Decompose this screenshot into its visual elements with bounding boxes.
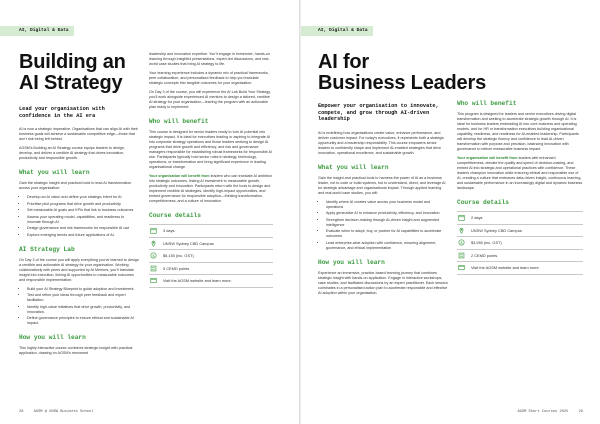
- category-tag: AI, Digital & Data: [0, 26, 74, 36]
- list-item: • Apply generative AI to enhance productivity, efficiency, and innovation: [326, 211, 448, 216]
- footer-text: AGSM Short Courses 2025: [517, 410, 569, 414]
- how-paragraph: Experience an immersive, practice-based learning journey that combines strategic insight with hands-on application. Engage in interactive workshops, case studies, and facilitated discussions by an expert practitioner. Each session culminates in a personalised action plan to accelerate responsible and effective AI adoption within your organisation.: [318, 270, 448, 295]
- calendar-icon: [149, 226, 158, 235]
- learn-heading: What you will learn: [318, 163, 389, 171]
- page-title: [19, 52, 126, 94]
- learn-list: [19, 195, 139, 238]
- course-details: [149, 224, 273, 288]
- title-line-2: Business Leaders: [318, 72, 486, 94]
- lab-heading: AI Strategy Lab: [19, 245, 75, 253]
- list-item: • Develop an AI vision and define your strategic intent for AI: [27, 195, 139, 200]
- detail-text: UNSW Sydney CBD Campus: [163, 240, 214, 246]
- location-icon: [457, 226, 466, 235]
- lead-text: Lead your organisation with confidence in the AI era: [19, 106, 105, 119]
- left-column-1: [19, 106, 139, 360]
- lab-list: [19, 287, 139, 327]
- right-page: [301, 0, 600, 424]
- benefit-paragraph-1: This program is designed for leaders and senior executives driving digital transformation and seeking to accelerate strategic growth through AI. It is ideal for business leaders embedding AI into core business and operating models, and for HR or transformation executives building organisational capability, readiness, and readiness for AI-enabled leadership. Participants will develop the strategic fluency and confidence to lead AI-driven transformation with purpose and precision, balancing innovation with governance to deliver measurable business impact.: [457, 112, 579, 151]
- detail-text: 5 CEMD points: [163, 265, 190, 271]
- title-line-1: Building an: [19, 51, 126, 73]
- detail-link[interactable]: Visit the AGSM website and learn more.: [163, 278, 232, 284]
- list-item: • Design governance and risk frameworks for responsible AI use: [27, 226, 139, 231]
- how-paragraph: This highly interactive course combines strategic insight with practical application, drawing on AGSM's renowned: [19, 346, 133, 356]
- right-column-1: [318, 103, 448, 300]
- list-item: • Lead enterprise-wide adoption with confidence, ensuring alignment, governance, and ethical implementation: [326, 241, 448, 251]
- credits-icon: [149, 264, 158, 273]
- left-column-2: [149, 52, 273, 288]
- detail-row-credits: [149, 262, 273, 275]
- lead-text: Empower your organisation to innovate, compete, and grow through AI-driven leadership: [318, 103, 439, 123]
- detail-row-location: [457, 224, 583, 237]
- detail-row-duration: [457, 211, 583, 224]
- detail-row-duration: [149, 224, 273, 237]
- course-details: [457, 211, 583, 275]
- benefit-highlight: Your organisation will benefit from: [457, 156, 518, 160]
- page-number: 28: [19, 410, 24, 414]
- footer-right: [517, 410, 583, 414]
- detail-row-location: [149, 237, 273, 250]
- detail-text: $3,950 (inc. GST): [471, 240, 502, 246]
- col2-paragraph-3: On Day 3 of the course, you will experience the AI Lab Build Your Strategy, you'll work alongside experienced AI mentors to design a tailored, credible AI strategy for your organisation—leaving the program with an actionable plan ready to implement.: [149, 90, 271, 109]
- right-column-2: [457, 100, 583, 275]
- lab-paragraph: On Day 3 of the course you will apply everything you've learned to design a credible and actionable AI strategy for your organisation. Working collaboratively with peers and supported by AI Mentors, you'll translate insight into execution, linking AI opportunities to measurable outcomes and responsible implementation:: [19, 257, 139, 282]
- list-item: • Evaluate when to adopt, buy, or partner for AI capabilities to accelerate outcomes: [326, 229, 448, 239]
- list-item: • Define governance principles to ensure ethical and sustainable AI impact.: [27, 316, 139, 326]
- benefit-heading: Who will benefit: [149, 118, 209, 125]
- location-icon: [149, 239, 158, 248]
- list-item: • Set measurable AI goals and KPIs that link to business outcomes: [27, 208, 139, 213]
- svg-text:$: $: [152, 254, 155, 259]
- how-heading: How you will learn: [19, 334, 86, 342]
- detail-link[interactable]: Visit the AGSM website and learn more.: [471, 265, 540, 271]
- benefit-paragraph-2: [457, 156, 583, 191]
- benefit-highlight: Your organisation will benefit from: [149, 174, 210, 178]
- category-tag: AI, Digital & Data: [301, 26, 373, 36]
- detail-row-credits: [457, 249, 583, 262]
- page-title: [318, 52, 486, 94]
- page-number: 29: [578, 410, 583, 414]
- footer-left: [19, 410, 93, 414]
- web-icon: [149, 276, 158, 285]
- detail-text: $5,150 (inc. GST): [163, 253, 194, 259]
- how-heading: How you will learn: [318, 258, 385, 266]
- details-heading: Course details: [149, 212, 201, 219]
- price-icon: [457, 238, 466, 247]
- learn-list: [318, 200, 448, 251]
- intro-paragraph-1: AI is now a strategic imperative. Organisations that can align AI with their business goals will achieve a sustainable competitive edge—those that don't risk being left behind.: [19, 127, 138, 142]
- benefit-paragraph-1: This course is designed for senior leaders ready to turn AI potential into strategic impact. It is ideal for executives leading or aspiring to integrate AI into corporate strategy operations and those leaders seeking to design AI programs that drive growth and efficiency, and risk and governance managers responsible for establishing robust frameworks for responsible AI use. Participants typically hold senior roles in strategy, technology, operations, or transformation and bring significant experience in leading organisational change.: [149, 130, 272, 169]
- title-line-1: AI for: [318, 51, 370, 73]
- detail-row-website[interactable]: [457, 261, 583, 275]
- price-icon: [149, 251, 158, 260]
- intro-paragraph: AI is redefining how organisations create value, enhance performance, and deliver customer impact. For today's executives, it represents both a strategic opportunity and a leadership responsibility. This course empowers senior leaders to confidently shape and implement AI-enabled strategies that drive innovation, operational excellence, and sustainable growth.: [318, 130, 445, 155]
- list-item: • Test and refine your ideas through peer feedback and expert facilitation.: [27, 293, 139, 303]
- detail-text: UNSW Sydney CBD Campus: [471, 227, 522, 233]
- detail-row-price: [457, 236, 583, 249]
- list-item: • Explore emerging trends and future applications of AI.: [27, 233, 139, 238]
- learn-heading: What you will learn: [19, 169, 90, 177]
- calendar-icon: [457, 213, 466, 222]
- svg-text:$: $: [460, 241, 463, 246]
- col2-paragraph-1: leadership and innovation expertise. You'll engage in immersive, hands-on learning through insightful presentations, expert-led discussions, and real-world case studies that bring AI strategy to life.: [149, 52, 271, 66]
- web-icon: [457, 263, 466, 272]
- benefit-paragraph-2: [149, 174, 273, 204]
- col2-paragraph-2: Your learning experience includes a dynamic mix of practical frameworks, peer collaboration, and personalised feedback to help you translate strategic concepts into tangible outcomes for your organisation.: [149, 71, 269, 85]
- list-item: • Assess your operating model, capabilities, and readiness to innovate through AI: [27, 215, 139, 225]
- detail-text: 2 days: [471, 215, 483, 221]
- detail-row-price: [149, 249, 273, 262]
- credits-icon: [457, 251, 466, 260]
- detail-row-website[interactable]: [149, 274, 273, 288]
- learn-intro: Gain the insight and practical tools to harness the power of AI as a business leader, not to code or build systems, but to understand, direct, and leverage AI for strategic advantage and organisational impact. Through applied learning and real-world case studies, you will:: [318, 175, 446, 195]
- list-item: • Strengthen decision-making through AI-driven insight and augmented intelligence: [326, 218, 448, 228]
- list-item: • Identify high-value initiatives that drive growth, productivity, and innovation.: [27, 305, 139, 315]
- detail-text: 3 days: [163, 228, 175, 234]
- left-page: [0, 0, 299, 424]
- details-heading: Course details: [457, 199, 509, 206]
- list-item: • Prioritise pilot programs that drive growth and productivity: [27, 202, 139, 207]
- benefit-body: leaders with enhanced competitiveness, elevate the quality and speed of decision-making, and embed AI into strategic and operational practices with confidence. These leaders champion innovation while ensuring ethical and responsible use of AI, creating a culture that embraces data-driven insight, continuous learning, and sustainable performance in an increasingly digital and dynamic business landscape.: [457, 156, 583, 190]
- list-item: • Identify where AI creates value across your business model and operations: [326, 200, 448, 210]
- title-line-2: AI Strategy: [19, 72, 123, 94]
- benefit-heading: Who will benefit: [457, 100, 517, 107]
- list-item: • Build your AI Strategy Blueprint to guide adoption and investment.: [27, 287, 139, 292]
- footer-text: AGSM @ UNSW Business School: [33, 410, 94, 414]
- intro-paragraph-2: AGSM's Building an AI Strategy course equips leaders to design, develop, and deliver a credible AI strategy that drives innovation, productivity and responsible growth.: [19, 146, 125, 161]
- detail-text: 2 CEMD points: [471, 252, 498, 258]
- learn-intro: Gain the strategic insight and practical tools to lead AI transformation across your organisation:: [19, 181, 132, 191]
- benefit-body: leaders who can translate AI ambition into strategic outcomes, linking AI investment to measurable growth, productivity and innovation. Participants return with the tools to design and implement credible AI strategies, identify high-impact opportunities, and embed governance for responsible adoption—thinking transformation, competitiveness, and a culture of innovation.: [149, 174, 272, 203]
